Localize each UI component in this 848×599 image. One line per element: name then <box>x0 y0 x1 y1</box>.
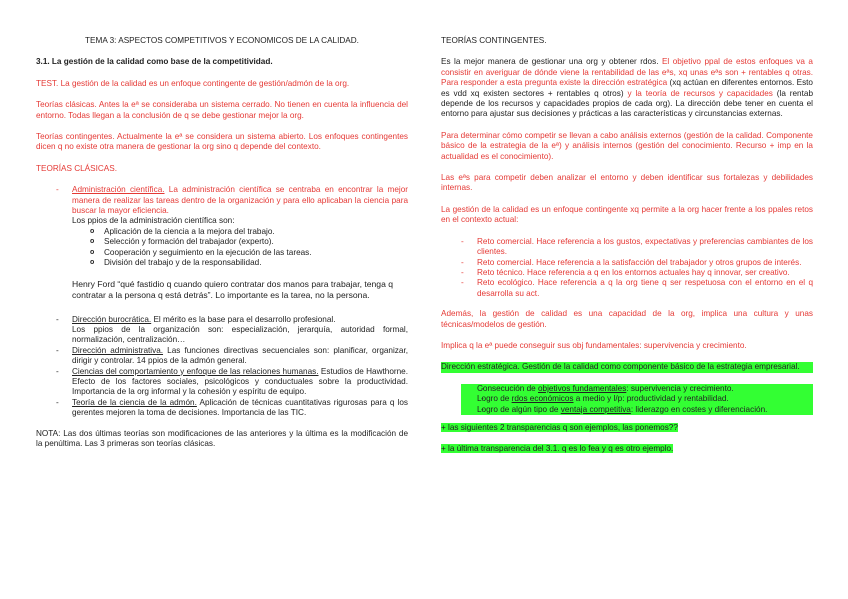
paragraph <box>441 131 813 162</box>
item-label: Dirección administrativa. <box>72 345 164 355</box>
text-run: Consecución de <box>477 383 538 393</box>
page-title: TEMA 3: ASPECTOS COMPETITIVOS Y ECONOMICOS DE LA CALIDAD. <box>85 36 359 45</box>
list-item: o División del trabajo y de la responsabilidad. <box>72 258 408 268</box>
text-run: rdos económicos <box>511 394 574 404</box>
item-text: Las funciones directivas secuenciales son: planificar, organizar, dirigir y controlar. 14 ppios de la admón general. <box>72 345 409 366</box>
green-heading: Dirección estratégica. Gestión de la calidad como componente básico de la estrategia empresarial. <box>441 362 813 372</box>
list-item: - Reto comercial. Hace referencia a la satisfacción del trabajador y otros grupos de interés. <box>441 258 813 268</box>
text-run: ventaja competitiva <box>560 404 631 414</box>
text-run: : supervivencia y crecimiento. <box>626 383 734 393</box>
list-item <box>461 405 813 415</box>
paragraph: Además, la gestión de calidad es una capacidad de la org, implica una cultura y unas técnicas/modelos de gestión. <box>441 309 813 329</box>
paragraph: La gestión de la calidad es un enfoque contingente xq permite a la org hacer frente a los ppales retos en el contexto actual: <box>441 204 813 225</box>
left-column <box>36 36 408 449</box>
contingent-heading: TEORÍAS CONTINGENTES. <box>441 36 547 45</box>
text-run: a medio y l/p: productividad y rentabilidad. <box>573 394 729 404</box>
principles-list <box>72 227 408 269</box>
right-column <box>441 36 813 455</box>
text-run: Es la mejor manera de gestionar una org y obtener rdos. <box>441 57 662 67</box>
paragraph <box>441 57 813 119</box>
classic-theories-heading: TEORÍAS CLÁSICAS. <box>36 163 117 173</box>
text-run: (la rentab depende de los recursos y capacidades propios de cada org). La dirección debe tener en cuenta el entorno para ajustar sus decisiones y prácticas a las características y circunstancias externas. <box>441 88 813 119</box>
list-item <box>36 398 408 419</box>
item-text: El mérito es la base para el desarrollo profesional. <box>151 314 336 324</box>
green-note <box>441 423 813 433</box>
text-run: : liderazgo en costes y diferenciación. <box>630 404 768 414</box>
paragraph: Implica q la eª puede conseguir sus obj fundamentales: supervivencia y crecimiento. <box>441 340 747 350</box>
green-note <box>441 444 813 454</box>
text-run: El objetivo ppal de estos enfoques va a consistir en averiguar de dónde viene la rentabilidad de las eªs, xq unas eªs son + rentables q otras. Para responder a esta pregunta existe la dirección estratégica <box>441 57 813 88</box>
list-item <box>461 394 813 404</box>
note: NOTA: Las dos últimas teorías son modificaciones de las anteriores y la última es la modificación de la penúltima. Las 3 primeras son teorías clásicas. <box>36 428 408 448</box>
text-run: (xq actúan en diferentes entornos. Esto es vdd xq existen sectores + rentables q otros) <box>441 78 813 98</box>
classic-theories-intro: Teorías clásicas. Antes la eª se consideraba un sistema cerrado. No tienen en cuenta la influencia del entorno. Todas llegan a la conclusión de q se debe gestionar mejor la org. <box>36 100 408 120</box>
list-item: - Reto comercial. Hace referencia a los gustos, expectativas y preferencias cambiantes de los clientes. <box>441 237 813 258</box>
text-run: y la teoría de recursos y capacidades <box>627 88 773 98</box>
item-text: La administración científica se centraba en encontrar la mejor manera de realizar las tareas dentro de la organización y para ello aplicaban la ciencia para buscar la mayor eficiencia. <box>72 185 408 216</box>
list-item <box>36 185 408 216</box>
paragraph: Las eªs para competir deben analizar el entorno y deben identificar sus fortalezas y debilidades internas. <box>441 173 813 193</box>
item-label: Administración científica. <box>72 185 165 195</box>
item-label: Teoría de la ciencia de la admón. <box>72 397 197 407</box>
text-run: (gestión del conocimiento. Recurso + imp en la actualidad es el conocimiento). <box>441 141 813 161</box>
list-item: o Cooperación y seguimiento en la ejecución de las tareas. <box>72 248 408 258</box>
list-item: o Selección y formación del trabajador (experto). <box>72 237 408 247</box>
principles-intro: Los ppios de la administración científica son: <box>72 216 235 226</box>
green-list <box>441 384 813 415</box>
ford-quote: Henry Ford “qué fastidio q cuando quiero contratar dos manos para trabajar, tenga q contratar a la persona q está detrás”. Lo importante es la tarea, no la persona. <box>72 278 394 300</box>
challenges-list <box>441 237 813 299</box>
text-run: Logro de <box>477 394 512 404</box>
item-text: Estudios de Hawthorne. Efecto de los factores sociales, psicológicos y conductuales sobre la productividad. Importancia de la org informal y la cohesión y espíritu de equipo. <box>72 366 408 397</box>
list-item <box>36 367 408 398</box>
theories-list <box>36 315 408 419</box>
list-item <box>36 315 408 346</box>
text-run: Para determinar cómo competir se llevan a cabo análisis externos (gestión de la calidad. Componente básico de la estrategia de la eª) y análisis internos <box>441 130 813 151</box>
list-item <box>36 346 408 367</box>
scientific-admin-list <box>36 185 408 216</box>
text-run: Logro de algún tipo de <box>477 404 561 414</box>
principles-block <box>36 216 408 268</box>
test-note: TEST. La gestión de la calidad es un enfoque contingente de gestión/admón de la org. <box>36 78 350 88</box>
list-item: - Reto ecológico. Hace referencia a q la org tiene q ser respetuosa con el entorno en el q desarrolla su act. <box>441 278 813 299</box>
item-label: Dirección burocrática. <box>72 314 152 324</box>
item-extra: Los ppios de la organización son: especialización, jerarquía, autoridad formal, normalización, centralización… <box>72 324 408 345</box>
list-item: - Reto técnico. Hace referencia a q en los entornos actuales hay q innovar, ser creativo. <box>441 268 813 278</box>
list-item: o Aplicación de la ciencia a la mejora del trabajo. <box>72 227 408 237</box>
text-run: objetivos fundamentales <box>538 383 627 393</box>
section-heading: 3.1. La gestión de la calidad como base de la competitividad. <box>36 57 273 67</box>
item-label: Ciencias del comportamiento y enfoque de las relaciones humanas. <box>72 366 319 376</box>
list-item <box>461 384 813 394</box>
contingent-theories-intro: Teorías contingentes. Actualmente la eª se considera un sistema abierto. Los enfoques contingentes dicen q no existe otra manera de gestionar la org sino q depende del contexto. <box>36 132 408 152</box>
text-run: + las siguientes 2 transparencias q son ejemplos, las ponemos?? <box>441 422 678 432</box>
item-text: Aplicación de técnicas cuantitativas rigurosas para q los gerentes mejoren la toma de decisiones. Importancia de las TIC. <box>72 397 408 418</box>
text-run: + la última transparencia del 3.1. q es lo fea y q es otro ejemplo. <box>441 444 674 454</box>
